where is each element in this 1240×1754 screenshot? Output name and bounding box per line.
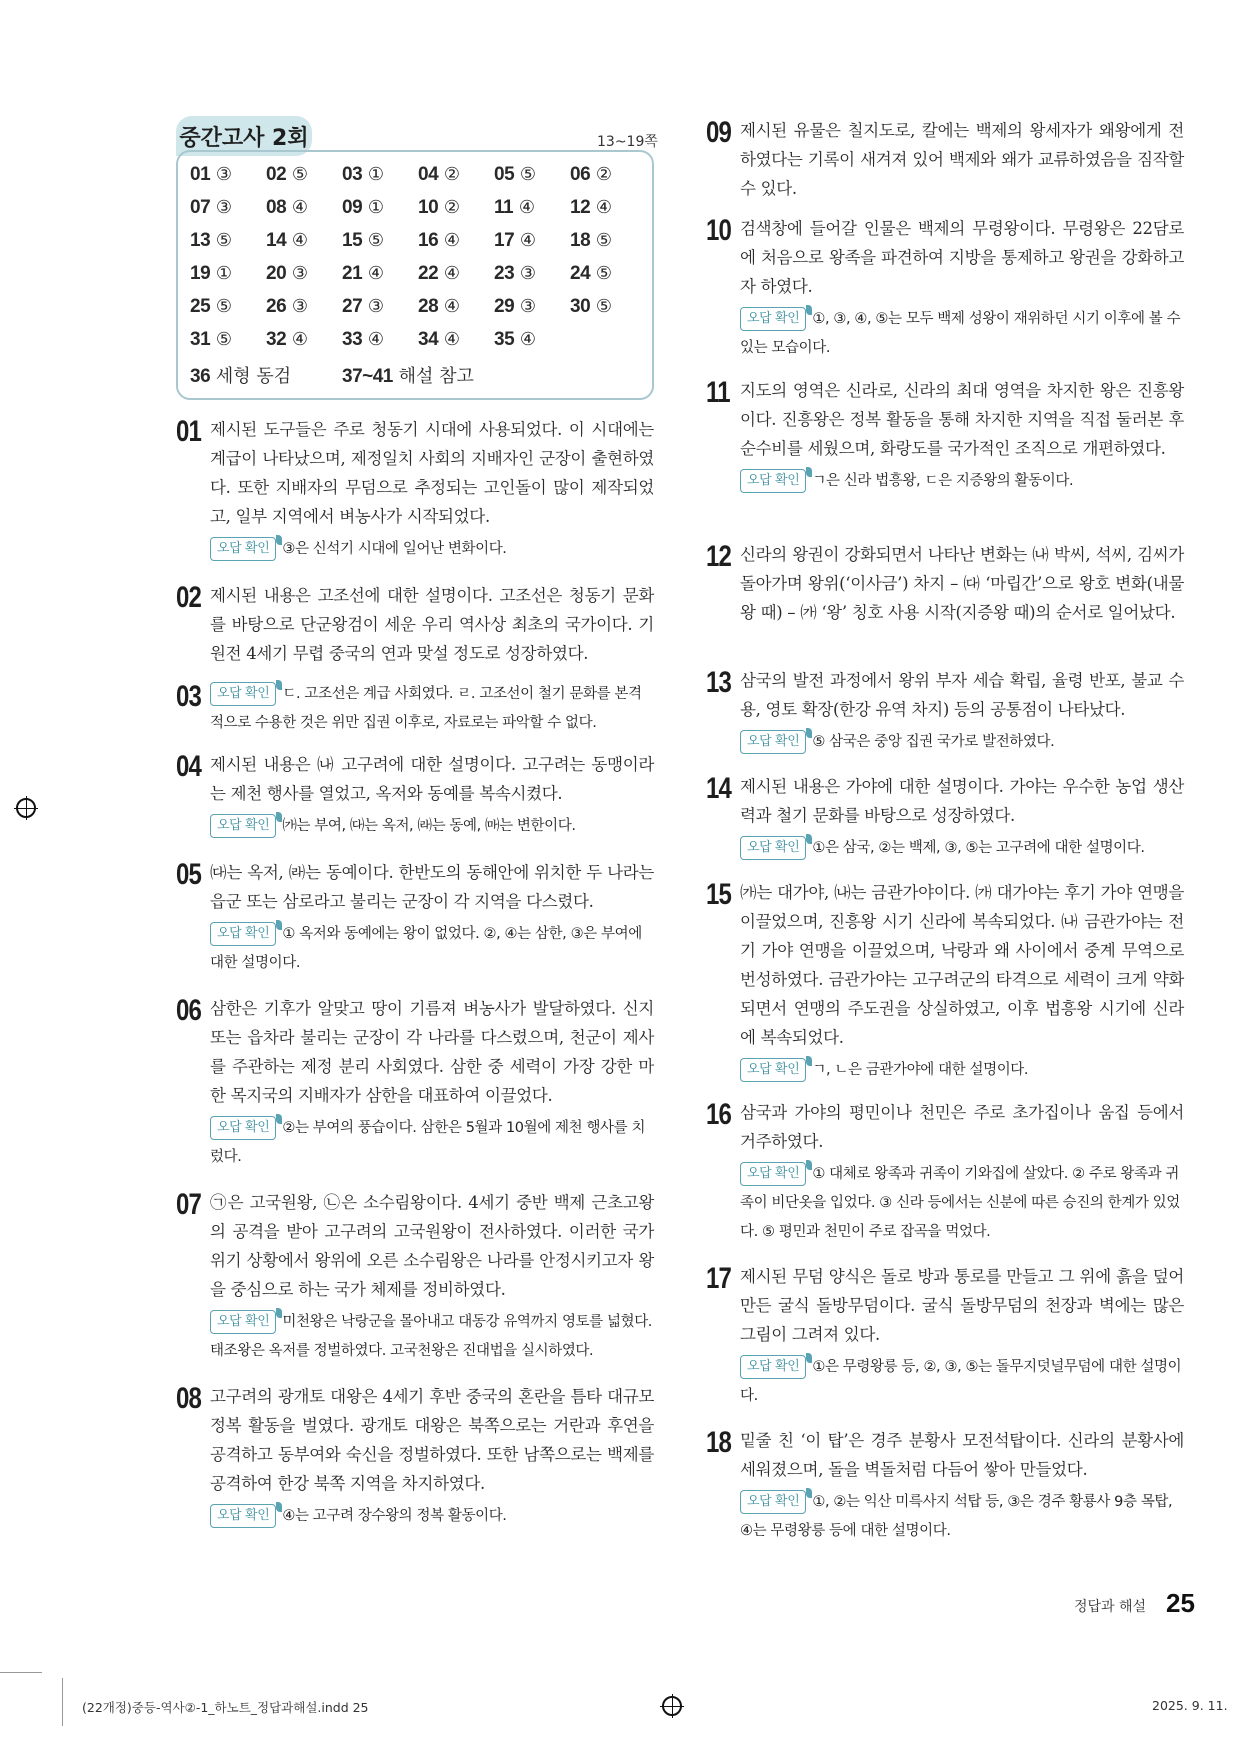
answer-choice: ③ [215,164,233,185]
answer-choice: ⑤ [519,164,537,185]
answer-cell [494,197,570,230]
answer-number: 11 [494,197,514,218]
wrong-answer-note [740,834,1184,863]
answer-number: 14 [266,230,287,251]
page-number: 25 [1166,1588,1195,1618]
wrong-answer-badge: 오답 확인 [210,537,276,561]
question-number: 17 [706,1262,732,1295]
question-08 [176,1382,654,1531]
answer-number: 10 [418,197,439,218]
exam-title-tab: 중간고사 2회 [176,116,312,156]
question-number: 03 [176,680,202,713]
answer-choice: ④ [443,230,461,251]
answer-row [190,296,650,329]
wrong-answer-badge: 오답 확인 [210,922,276,946]
crop-mark [0,1672,42,1673]
question-text: 제시된 내용은 ㈏ 고구려에 대한 설명이다. 고구려는 동맹이라는 제천 행사를 열었고, 옥저와 동예를 복속시켰다. [210,755,654,803]
answer-choice: ⑤ [367,230,385,251]
question-text: ㈎는 대가야, ㈏는 금관가야이다. ㈎ 대가야는 후기 가야 연맹을 이끌었으며, 진흥왕 시기 신라에 복속되었다. ㈏ 금관가야는 전기 가야 연맹을 이끌었으며, 낙랑과 왜 사이에서 중계 무역으로 번성하였다. 금관가야는 고구려군의 타격으로 세력이 크게 약화되면서 연맹의 주도권을 상실하였고, 이후 법흥왕 시기에 신라에 복속되었다. [740,883,1184,1047]
answer-cell [418,230,494,263]
note-text: ②는 부여의 풍습이다. 삼한은 5월과 10월에 제천 행사를 치렀다. [210,1120,646,1165]
answer-choice: ③ [291,263,309,284]
answer-row [190,164,650,197]
wrong-answer-note [210,535,654,564]
answer-cell [342,230,418,263]
answer-number: 34 [418,329,439,350]
answer-choice: ② [443,164,461,185]
answer-cell [570,230,646,263]
question-text: 삼한은 기후가 알맞고 땅이 기름져 벼농사가 발달하였다. 신지 또는 읍차라 불리는 군장이 각 나라를 다스렸으며, 천군이 제사를 주관하는 제정 분리 사회였다. 삼한 중 세력이 가장 강한 마한 목지국의 지배자가 삼한을 대표하여 이끌었다. [210,999,654,1105]
answer-cell [190,329,266,362]
question-06 [176,994,654,1172]
question-text: ㉠은 고국원왕, ㉡은 소수림왕이다. 4세기 중반 백제 근초고왕의 공격을 받아 고구려의 고국원왕이 전사하였다. 이러한 국가 위기 상황에서 왕위에 오른 소수림왕은 나라를 안정시키고자 왕을 중심으로 하는 국가 체제를 정비하였다. [210,1193,654,1299]
question-number: 13 [706,666,732,699]
answer-number: 20 [266,263,287,284]
answer-cell [418,164,494,197]
answer-number: 32 [266,329,287,350]
answer-grid [190,164,650,395]
wrong-answer-badge: 오답 확인 [210,814,276,838]
answer-number: 26 [266,296,287,317]
wrong-answer-badge: 오답 확인 [210,682,276,706]
answer-row [190,263,650,296]
question-text: 제시된 내용은 가야에 대한 설명이다. 가야는 우수한 농업 생산력과 철기 문화를 바탕으로 성장하였다. [740,777,1184,825]
registration-mark-icon [662,1696,682,1716]
answer-cell [190,263,266,296]
answer-cell [190,296,266,329]
answer-cell [494,329,570,362]
wrong-answer-note [740,1488,1184,1546]
print-slug: (22개정)중등-역사②-1_하노트_정답과해설.indd 25 [82,1700,369,1715]
answer-cell [570,197,646,230]
question-text: ㈐는 옥저, ㈑는 동예이다. 한반도의 동해안에 위치한 두 나라는 읍군 또는 삼로라고 불리는 군장이 각 지역을 다스렸다. [210,863,654,911]
answer-cell [342,329,418,362]
answer-cell [266,263,342,296]
wrong-answer-note [210,812,654,841]
question-text: 제시된 내용은 고조선에 대한 설명이다. 고조선은 청동기 문화를 바탕으로 단군왕검이 세운 우리 역사상 최초의 국가이다. 기원전 4세기 무렵 중국의 연과 맞설 정도로 성장하였다. [210,586,654,663]
question-07 [176,1188,654,1366]
print-date: 2025. 9. 11. [1152,1698,1228,1713]
question-03 [176,680,654,738]
note-text: ㄱ은 신라 법흥왕, ㄷ은 지증왕의 활동이다. [812,473,1074,489]
answer-number: 04 [418,164,439,185]
question-number: 07 [176,1188,202,1221]
note-text: ① 대체로 왕족과 귀족이 기와집에 살았다. ② 주로 왕족과 귀족이 비단옷을 입었다. ③ 신라 등에서는 신분에 따른 승진의 한계가 있었다. ⑤ 평민과 천민이 주로 잡곡을 먹었다. [740,1166,1180,1240]
answer-cell [190,362,342,395]
question-16 [706,1098,1184,1247]
question-10 [706,214,1184,363]
question-04 [176,750,654,841]
question-number: 01 [176,415,202,448]
answer-cell [418,263,494,296]
note-text: ① 옥저와 동예에는 왕이 없었다. ②, ④는 삼한, ③은 부여에 대한 설명이다. [210,926,642,971]
note-text: ㄱ, ㄴ은 금관가야에 대한 설명이다. [812,1062,1029,1078]
answer-number: 09 [342,197,363,218]
answer-choice: ④ [595,197,613,218]
answer-choice: ④ [443,263,461,284]
answer-choice: ① [367,197,385,218]
page-range: 13~19쪽 [597,134,658,150]
wrong-answer-note [740,1056,1184,1085]
wrong-answer-badge: 오답 확인 [210,1116,276,1140]
question-15 [706,878,1184,1085]
wrong-answer-badge: 오답 확인 [210,1504,276,1528]
answer-cell [570,296,646,329]
question-number: 15 [706,878,732,911]
answer-number: 02 [266,164,287,185]
answer-number: 19 [190,263,211,284]
question-text: 지도의 영역은 신라로, 신라의 최대 영역을 차지한 왕은 진흥왕이다. 진흥왕은 정복 활동을 통해 차지한 지역을 직접 둘러본 후 순수비를 세웠으며, 화랑도를 국가적인 조직으로 개편하였다. [740,381,1184,458]
answer-number: 35 [494,329,515,350]
answer-choice: ④ [291,329,309,350]
answer-row [190,362,650,395]
question-text: 검색창에 들어갈 인물은 백제의 무령왕이다. 무령왕은 22담로에 처음으로 왕족을 파견하여 지방을 통제하고 왕권을 강화하고자 하였다. [740,219,1184,296]
wrong-answer-note [740,467,1184,496]
wrong-answer-note [210,680,654,738]
answer-number: 13 [190,230,211,251]
answer-choice: 세형 동검 [215,366,292,387]
note-text: ①, ②는 익산 미륵사지 석탑 등, ③은 경주 황룡사 9층 목탑, ④는 무령왕릉 등에 대한 설명이다. [740,1494,1173,1539]
footer-label: 정답과 해설 [1074,1599,1147,1615]
answer-choice: ④ [291,230,309,251]
wrong-answer-note [210,920,654,978]
answer-choice: ② [443,197,461,218]
question-12 [706,540,1184,627]
question-number: 08 [176,1382,202,1415]
answer-number: 24 [570,263,591,284]
note-text: ㈎는 부여, ㈐는 옥저, ㈑는 동예, ㈒는 변한이다. [282,818,576,834]
answer-number: 07 [190,197,211,218]
answer-choice: ⑤ [291,164,309,185]
note-text: ①, ③, ④, ⑤는 모두 백제 성왕이 재위하던 시기 이후에 볼 수 있는 모습이다. [740,311,1181,356]
question-number: 09 [706,116,732,149]
answer-choice: ④ [443,329,461,350]
answer-choice: ④ [291,197,309,218]
wrong-answer-note [210,1308,654,1366]
answer-cell [266,329,342,362]
question-text: 신라의 왕권이 강화되면서 나타난 변화는 ㈏ 박씨, 석씨, 김씨가 돌아가며 왕위(‘이사금’) 차지 – ㈐ ‘마립간’으로 왕호 변화(내물왕 때) – ㈎ ‘왕’ 칭호 사용 시작(지증왕 때)의 순서로 일어났다. [740,545,1184,622]
answer-choice: ③ [519,263,537,284]
answer-cell [342,197,418,230]
answer-choice: ④ [367,329,385,350]
answer-choice: ④ [519,329,537,350]
wrong-answer-badge: 오답 확인 [740,1490,806,1514]
answer-number: 12 [570,197,591,218]
question-number: 04 [176,750,202,783]
answer-choice: ④ [443,296,461,317]
question-18 [706,1426,1184,1546]
question-09 [706,116,1184,203]
answer-cell [342,362,494,395]
answer-number: 23 [494,263,515,284]
question-number: 11 [706,376,730,409]
question-11 [706,376,1184,496]
wrong-answer-badge: 오답 확인 [740,1058,806,1082]
answer-cell [342,263,418,296]
answer-choice: ④ [367,263,385,284]
wrong-answer-note [740,728,1184,757]
answer-choice: 해설 참고 [398,366,474,387]
answer-choice: ① [215,263,233,284]
answer-cell [266,164,342,197]
answer-cell [570,263,646,296]
answer-cell [190,197,266,230]
answer-number: 06 [570,164,591,185]
crop-mark [62,1678,63,1726]
answer-choice: ⑤ [595,296,613,317]
answer-choice: ⑤ [595,230,613,251]
answer-number: 29 [494,296,515,317]
answer-number: 27 [342,296,363,317]
answer-number: 01 [190,164,211,185]
answer-number: 08 [266,197,287,218]
wrong-answer-note [210,1114,654,1172]
question-text: 삼국과 가야의 평민이나 천민은 주로 초가집이나 움집 등에서 거주하였다. [740,1103,1184,1151]
answer-choice: ⑤ [215,296,233,317]
answer-cell [494,230,570,263]
question-number: 05 [176,858,202,891]
wrong-answer-badge: 오답 확인 [740,730,806,754]
answer-cell [494,296,570,329]
question-text: 제시된 무덤 양식은 돌로 방과 통로를 만들고 그 위에 흙을 덮어 만든 굴식 돌방무덤이다. 굴식 돌방무덤의 천장과 벽에는 많은 그림이 그려져 있다. [740,1267,1184,1344]
question-text: 삼국의 발전 과정에서 왕위 부자 세습 확립, 율령 반포, 불교 수용, 영토 확장(한강 유역 차지) 등의 공통점이 나타났다. [740,671,1184,719]
wrong-answer-badge: 오답 확인 [210,1310,276,1334]
answer-cell [266,230,342,263]
answer-cell [570,164,646,197]
wrong-answer-badge: 오답 확인 [740,1355,806,1379]
answer-choice: ① [367,164,385,185]
question-number: 02 [176,581,202,614]
answer-cell [494,164,570,197]
note-text: ④는 고구려 장수왕의 정복 활동이다. [282,1508,507,1524]
question-text: 고구려의 광개토 대왕은 4세기 후반 중국의 혼란을 틈타 대규모 정복 활동을 벌였다. 광개토 대왕은 북쪽으로는 거란과 후연을 공격하고 동부여와 숙신을 정벌하였다. 또한 남쪽으로는 백제를 공격하여 한강 북쪽 지역을 차지하였다. [210,1387,654,1493]
question-17 [706,1262,1184,1411]
answer-cell [418,197,494,230]
answer-number: 16 [418,230,439,251]
answer-cell [266,296,342,329]
answer-number: 30 [570,296,591,317]
answer-choice: ③ [215,197,233,218]
answer-number: 25 [190,296,211,317]
question-13 [706,666,1184,757]
note-text: ①은 무령왕릉 등, ②, ③, ⑤는 돌무지덧널무덤에 대한 설명이다. [740,1359,1182,1404]
answer-number: 17 [494,230,515,251]
answer-number: 15 [342,230,363,251]
answer-number: 28 [418,296,439,317]
answer-cell [342,296,418,329]
wrong-answer-badge: 오답 확인 [740,836,806,860]
answer-cell [418,296,494,329]
answer-cell [266,197,342,230]
question-number: 10 [706,214,732,247]
answer-choice: ③ [519,296,537,317]
question-05 [176,858,654,978]
registration-mark-icon [16,798,36,818]
answer-cell [190,230,266,263]
answer-choice: ⑤ [595,263,613,284]
answer-cell [342,164,418,197]
answer-cell [494,263,570,296]
answer-choice: ② [595,164,613,185]
answer-number: 37~41 [342,366,393,387]
wrong-answer-note [740,1353,1184,1411]
answer-row [190,230,650,263]
answer-number: 36 [190,366,211,387]
answer-choice: ③ [367,296,385,317]
answer-number: 05 [494,164,515,185]
answer-choice: ④ [519,230,537,251]
answer-number: 21 [342,263,363,284]
note-text: 미천왕은 낙랑군을 몰아내고 대동강 유역까지 영토를 넓혔다. 태조왕은 옥저를 정벌하였다. 고국천왕은 진대법을 실시하였다. [210,1314,653,1359]
answer-number: 22 [418,263,439,284]
question-text: 밑줄 친 ‘이 탑’은 경주 분황사 모전석탑이다. 신라의 분황사에 세워졌으며, 돌을 벽돌처럼 다듬어 쌓아 만들었다. [740,1431,1184,1479]
answer-choice: ⑤ [215,329,233,350]
note-text: ③은 신석기 시대에 일어난 변화이다. [282,541,507,557]
question-text: 제시된 유물은 칠지도로, 칼에는 백제의 왕세자가 왜왕에게 전하였다는 기록이 새겨져 있어 백제와 왜가 교류하였음을 짐작할 수 있다. [740,121,1184,198]
wrong-answer-badge: 오답 확인 [740,1162,806,1186]
answer-row [190,197,650,230]
answer-cell [418,329,494,362]
answer-choice: ③ [291,296,309,317]
wrong-answer-note [740,305,1184,363]
question-text: 제시된 도구들은 주로 청동기 시대에 사용되었다. 이 시대에는 계급이 나타났으며, 제정일치 사회의 지배자인 군장이 출현하였다. 또한 지배자의 무덤으로 추정되는 고인돌이 많이 제작되었고, 일부 지역에서 벼농사가 시작되었다. [210,420,654,526]
wrong-answer-badge: 오답 확인 [740,469,806,493]
wrong-answer-note [740,1160,1184,1247]
question-02 [176,581,654,668]
answer-cell [190,164,266,197]
wrong-answer-note [210,1502,654,1531]
wrong-answer-badge: 오답 확인 [740,307,806,331]
answer-choice: ⑤ [215,230,233,251]
answer-number: 18 [570,230,591,251]
question-number: 14 [706,772,732,805]
note-text: ⑤ 삼국은 중앙 집권 국가로 발전하였다. [812,734,1055,750]
question-01 [176,415,654,564]
answer-choice: ④ [518,197,535,218]
question-number: 16 [706,1098,732,1131]
answer-number: 31 [190,329,211,350]
note-text: ㄷ. 고조선은 계급 사회였다. ㄹ. 고조선이 철기 문화를 본격적으로 수용한 것은 위만 집권 이후로, 자료로는 파악할 수 없다. [210,686,642,731]
note-text: ①은 삼국, ②는 백제, ③, ⑤는 고구려에 대한 설명이다. [812,840,1145,856]
question-number: 18 [706,1426,732,1459]
question-14 [706,772,1184,863]
question-number: 06 [176,994,202,1027]
answer-number: 03 [342,164,363,185]
question-number: 12 [706,540,732,573]
answer-number: 33 [342,329,363,350]
answer-row [190,329,650,362]
